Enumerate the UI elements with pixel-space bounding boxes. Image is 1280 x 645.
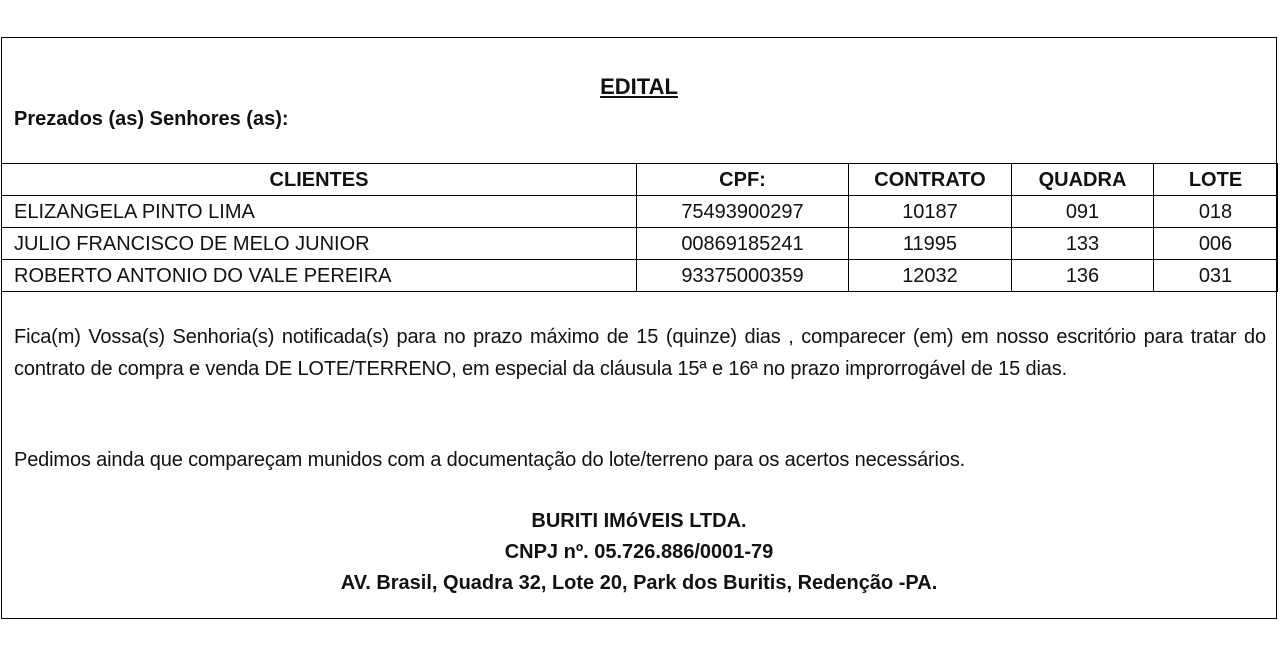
- header-lot: LOTE: [1154, 164, 1278, 196]
- greeting: Prezados (as) Senhores (as):: [14, 108, 289, 130]
- header-clients: CLIENTES: [2, 164, 637, 196]
- notice-document: [1, 37, 1277, 619]
- header-contract: CONTRATO: [849, 164, 1012, 196]
- client-cpf: 93375000359: [637, 260, 849, 292]
- clients-table: [1, 163, 1278, 292]
- client-name: ROBERTO ANTONIO DO VALE PEREIRA: [2, 260, 637, 292]
- client-cpf: 75493900297: [637, 196, 849, 228]
- client-cpf: 00869185241: [637, 228, 849, 260]
- client-block: 136: [1012, 260, 1154, 292]
- client-lot: 031: [1154, 260, 1278, 292]
- client-lot: 006: [1154, 228, 1278, 260]
- document-title: EDITAL: [600, 74, 678, 99]
- company-address: AV. Brasil, Quadra 32, Lote 20, Park dos Buritis, Redenção -PA.: [340, 572, 938, 594]
- client-name: ELIZANGELA PINTO LIMA: [2, 196, 637, 228]
- documentation-paragraph: Pedimos ainda que compareçam munidos com a documentação do lote/terreno para os acertos necessários.: [14, 449, 966, 471]
- table-row: [2, 260, 1278, 292]
- notification-paragraph: Fica(m) Vossa(s) Senhoria(s) notificada(s) para no prazo máximo de 15 (quinze) dias , comparecer (em) em nosso escritório para tratar do contrato de compra e venda DE LOTE/TERRENO, em especial da cláusula 15ª e 16ª no prazo improrrogável de 15 dias.: [14, 326, 1266, 380]
- client-contract: 10187: [849, 196, 1012, 228]
- table-header-row: [2, 164, 1278, 196]
- header-cpf: CPF:: [637, 164, 849, 196]
- client-name: JULIO FRANCISCO DE MELO JUNIOR: [2, 228, 637, 260]
- client-contract: 12032: [849, 260, 1012, 292]
- client-block: 133: [1012, 228, 1154, 260]
- company-name: BURITI IMóVEIS LTDA.: [531, 510, 747, 532]
- table-row: [2, 196, 1278, 228]
- company-cnpj: CNPJ nº. 05.726.886/0001-79: [504, 541, 774, 563]
- client-block: 091: [1012, 196, 1154, 228]
- table-row: [2, 228, 1278, 260]
- client-lot: 018: [1154, 196, 1278, 228]
- header-block: QUADRA: [1012, 164, 1154, 196]
- client-contract: 11995: [849, 228, 1012, 260]
